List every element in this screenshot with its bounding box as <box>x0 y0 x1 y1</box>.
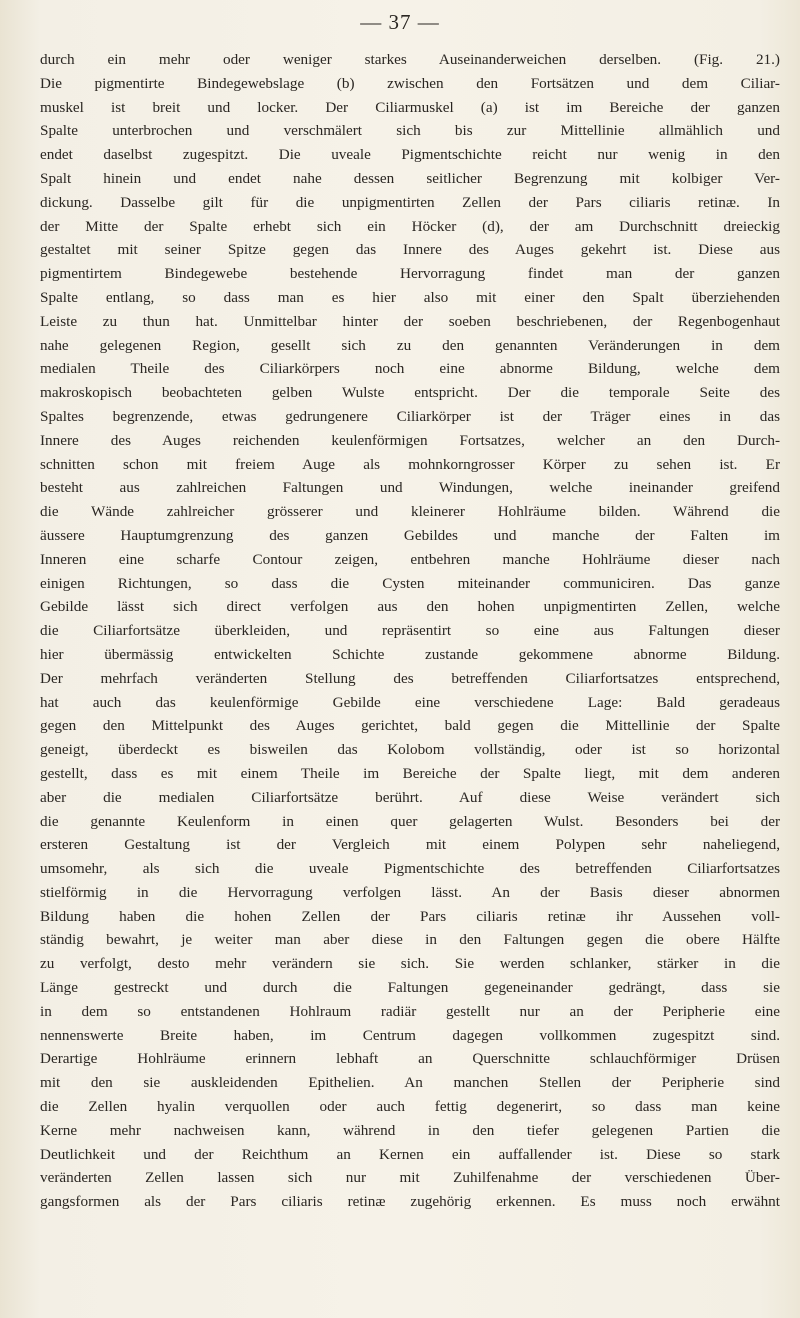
text-line: Derartige Hohlräume erinnern lebhaft an Querschnitte schlauchförmiger Drüsen <box>40 1050 780 1068</box>
text-line: makroskopisch beobachteten gelben Wulste entspricht. Der die temporale Seite des <box>40 384 780 402</box>
text-line: die Wände zahlreicher grösserer und kleinerer Hohlräume bilden. Während die <box>40 503 780 521</box>
text-line: gangsformen als der Pars ciliaris retinæ zugehörig erkennen. Es muss noch erwähnt <box>40 1193 780 1211</box>
text-line: einigen Richtungen, so dass die Cysten miteinander communiciren. Das ganze <box>40 574 780 592</box>
text-line: in dem so entstandenen Hohlraum radiär gestellt nur an der Peripherie eine <box>40 1002 780 1020</box>
text-line: nennenswerte Breite haben, im Centrum dagegen vollkommen zugespitzt sind. <box>40 1026 780 1044</box>
text-line: stielförmig in die Hervorragung verfolgen lässt. An der Basis dieser abnormen <box>40 883 780 901</box>
text-line: Spalte unterbrochen und verschmälert sich bis zur Mittellinie allmählich und <box>40 122 780 140</box>
text-line: aber die medialen Ciliarfortsätze berührt. Auf diese Weise verändert sich <box>40 788 780 806</box>
text-line: Kerne mehr nachweisen kann, während in den tiefer gelegenen Partien die <box>40 1121 780 1139</box>
text-line: gestellt, dass es mit einem Theile im Bereiche der Spalte liegt, mit dem anderen <box>40 764 780 782</box>
text-line: die Zellen hyalin verquollen oder auch fettig degenerirt, so dass man keine <box>40 1098 780 1116</box>
text-line: gestaltet mit seiner Spitze gegen das Innere des Auges gekehrt ist. Diese aus <box>40 241 780 259</box>
text-line: umsomehr, als sich die uveale Pigmentschichte des betreffenden Ciliarfortsatzes <box>40 860 780 878</box>
body-text <box>40 48 780 1214</box>
text-line: der Mitte der Spalte erhebt sich ein Höcker (d), der am Durchschnitt dreieckig <box>40 217 780 235</box>
text-line: hier übermässig entwickelten Schichte zustande gekommene abnorme Bildung. <box>40 645 780 663</box>
text-line: die genannte Keulenform in einen quer gelagerten Wulst. Besonders bei der <box>40 812 780 830</box>
text-line: ständig bewahrt, je weiter man aber diese in den Faltungen gegen die obere Hälfte <box>40 931 780 949</box>
text-line: schnitten schon mit freiem Auge als mohnkorngrosser Körper zu sehen ist. Er <box>40 455 780 473</box>
page-number: — 37 — <box>360 10 440 34</box>
text-line: muskel ist breit und locker. Der Ciliarmuskel (a) ist im Bereiche der ganzen <box>40 98 780 116</box>
text-line: mit den sie auskleidenden Epithelien. An manchen Stellen der Peripherie sind <box>40 1074 780 1092</box>
text-line: Innere des Auges reichenden keulenförmigen Fortsatzes, welcher an den Durch- <box>40 431 780 449</box>
text-line: medialen Theile des Ciliarkörpers noch eine abnorme Bildung, welche dem <box>40 360 780 378</box>
text-line: Leiste zu thun hat. Unmittelbar hinter der soeben beschriebenen, der Regenbogenhaut <box>40 312 780 330</box>
text-line: Bildung haben die hohen Zellen der Pars ciliaris retinæ ihr Aussehen voll- <box>40 907 780 925</box>
text-line: Der mehrfach veränderten Stellung des betreffenden Ciliarfortsatzes entsprechend, <box>40 669 780 687</box>
text-line: endet daselbst zugespitzt. Die uveale Pigmentschichte reicht nur wenig in den <box>40 146 780 164</box>
text-line: Spaltes begrenzende, etwas gedrungenere Ciliarkörper ist der Träger eines in das <box>40 407 780 425</box>
text-line: Spalt hinein und endet nahe dessen seitlicher Begrenzung mit kolbiger Ver- <box>40 169 780 187</box>
text-line: veränderten Zellen lassen sich nur mit Zuhilfenahme der verschiedenen Über- <box>40 1169 780 1187</box>
text-line: gegen den Mittelpunkt des Auges gerichtet, bald gegen die Mittellinie der Spalte <box>40 717 780 735</box>
text-line: besteht aus zahlreichen Faltungen und Windungen, welche ineinander greifend <box>40 479 780 497</box>
text-line: die Ciliarfortsätze überkleiden, und repräsentirt so eine aus Faltungen dieser <box>40 622 780 640</box>
text-line: geneigt, überdeckt es bisweilen das Kolobom vollständig, oder ist so horizontal <box>40 741 780 759</box>
text-line: Inneren eine scharfe Contour zeigen, entbehren manche Hohlräume dieser nach <box>40 550 780 568</box>
text-line: Gebilde lässt sich direct verfolgen aus den hohen unpigmentirten Zellen, welche <box>40 598 780 616</box>
text-line: nahe gelegenen Region, gesellt sich zu den genannten Veränderungen in dem <box>40 336 780 354</box>
text-line: äussere Hauptumgrenzung des ganzen Gebildes und manche der Falten im <box>40 526 780 544</box>
text-line: Deutlichkeit und der Reichthum an Kernen ein auffallender ist. Diese so stark <box>40 1145 780 1163</box>
text-line: Spalte entlang, so dass man es hier also mit einer den Spalt überziehenden <box>40 288 780 306</box>
text-line: ersteren Gestaltung ist der Vergleich mit einem Polypen sehr naheliegend, <box>40 836 780 854</box>
text-line: Länge gestreckt und durch die Faltungen gegeneinander gedrängt, dass sie <box>40 979 780 997</box>
text-line: zu verfolgt, desto mehr verändern sie sich. Sie werden schlanker, stärker in die <box>40 955 780 973</box>
text-line: pigmentirtem Bindegewebe bestehende Hervorragung findet man der ganzen <box>40 265 780 283</box>
text-line: hat auch das keulenförmige Gebilde eine verschiedene Lage: Bald geradeaus <box>40 693 780 711</box>
text-line: dickung. Dasselbe gilt für die unpigmentirten Zellen der Pars ciliaris retinæ. In <box>40 193 780 211</box>
text-line: durch ein mehr oder weniger starkes Auseinanderweichen derselben. (Fig. 21.) <box>40 51 780 68</box>
text-line: Die pigmentirte Bindegewebslage (b) zwischen den Fortsätzen und dem Ciliar- <box>40 74 780 92</box>
